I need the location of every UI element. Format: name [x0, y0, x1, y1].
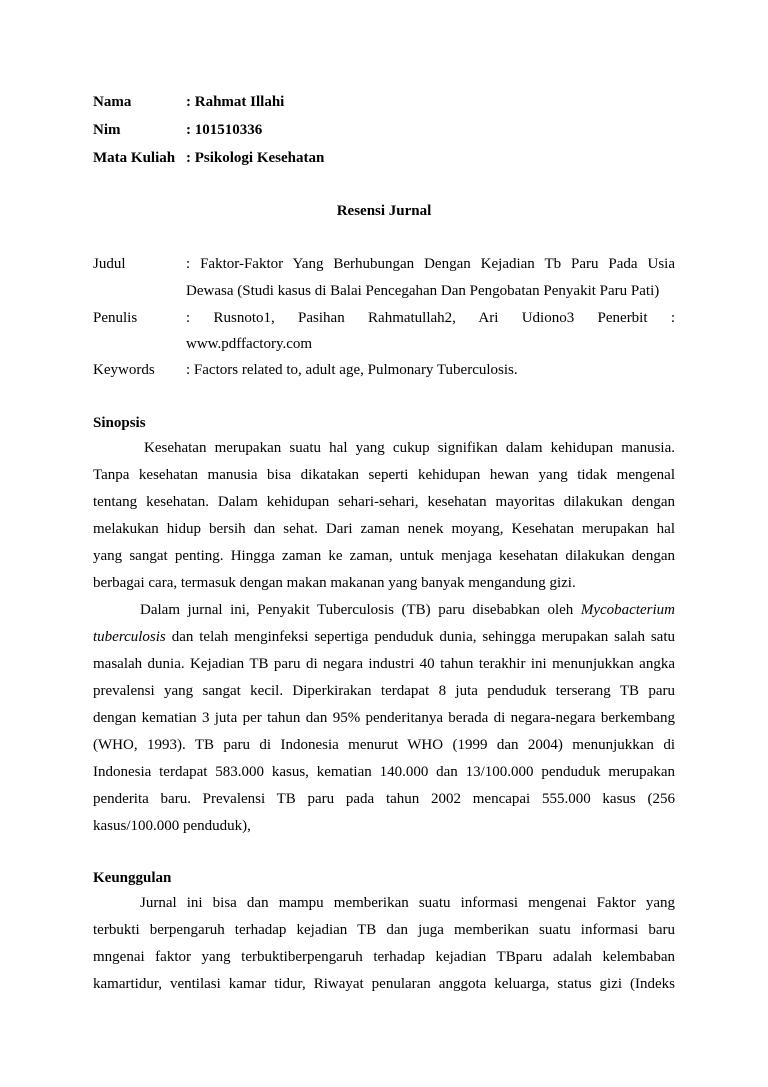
nama-value: : Rahmat Illahi: [186, 94, 285, 110]
sinopsis-p2-line: prevalensi yang sangat kecil. Diperkirakan terdapat 8 juta penduduk terserang TB paru: [93, 683, 675, 699]
penulis-line-1: : Rusnoto1, Pasihan Rahmatullah2, Ari Udiono3 Penerbit :: [186, 310, 675, 326]
tuberculosis-term: tuberculosis: [93, 629, 166, 645]
keunggulan-line: mngenai faktor yang terbuktiberpengaruh terhadap kejadian TBparu adalah kelembaban: [93, 949, 675, 965]
sinopsis-p2-line: penderita baru. Prevalensi TB paru pada tahun 2002 mencapai 555.000 kasus (256: [93, 791, 675, 807]
keywords-value: : Factors related to, adult age, Pulmonary Tuberculosis.: [186, 362, 518, 378]
keunggulan-line: terbukti berpengaruh terhadap kejadian TB dan juga memberikan suatu informasi baru: [93, 922, 675, 938]
sinopsis-p2-line-2: [93, 629, 675, 646]
sinopsis-p2-line: masalah dunia. Kejadian TB paru di negara industri 40 tahun terakhir ini menunjukkan angka: [93, 656, 675, 672]
judul-line-1: : Faktor-Faktor Yang Berhubungan Dengan Kejadian Tb Paru Pada Usia: [186, 256, 675, 272]
nim-label: Nim: [93, 122, 121, 138]
keywords-label: Keywords: [93, 362, 155, 378]
sinopsis-p1-line: Kesehatan merupakan suatu hal yang cukup signifikan dalam kehidupan manusia.: [144, 440, 675, 456]
sinopsis-p2-line: kasus/100.000 penduduk),: [93, 818, 251, 834]
nim-value: : 101510336: [186, 122, 263, 138]
keunggulan-line: kamartidur, ventilasi kamar tidur, Riwayat penularan anggota keluarga, status gizi (Indeks: [93, 976, 675, 992]
sinopsis-p2-line-1: [140, 602, 675, 619]
mata-kuliah-value: : Psikologi Kesehatan: [186, 150, 325, 166]
sinopsis-p1-line: berbagai cara, termasuk dengan makan makanan yang banyak mengandung gizi.: [93, 575, 576, 591]
keunggulan-heading: Keunggulan: [93, 870, 172, 886]
page-title: Resensi Jurnal: [336, 203, 432, 219]
sinopsis-p1-line: melakukan hidup bersih dan sehat. Dari zaman nenek moyang, Kesehatan merupakan hal: [93, 521, 675, 537]
sinopsis-p1-line: tentang kesehatan. Dalam kehidupan sehari-sehari, kesehatan mayoritas dilakukan dengan: [93, 494, 675, 510]
mycobacterium-term: Mycobacterium: [580, 602, 675, 618]
keunggulan-line: Jurnal ini bisa dan mampu memberikan suatu informasi mengenai Faktor yang: [140, 895, 675, 911]
sinopsis-p2-text: Dalam jurnal ini, Penyakit Tuberculosis (TB) paru disebabkan oleh: [140, 602, 574, 618]
penulis-label: Penulis: [93, 310, 138, 326]
sinopsis-heading: Sinopsis: [93, 415, 146, 431]
nama-label: Nama: [93, 94, 132, 110]
sinopsis-p2-line: dengan kematian 3 juta per tahun dan 95% penderitanya berada di negara-negara berkembang: [93, 710, 675, 726]
judul-label: Judul: [93, 256, 126, 272]
penulis-line-2: www.pdffactory.com: [186, 336, 313, 352]
judul-line-2: Dewasa (Studi kasus di Balai Pencegahan Dan Pengobatan Penyakit Paru Pati): [186, 283, 660, 299]
sinopsis-p2-line: (WHO, 1993). TB paru di Indonesia menurut WHO (1999 dan 2004) menunjukkan di: [93, 737, 675, 753]
sinopsis-p1-line: yang sangat penting. Hingga zaman ke zaman, untuk menjaga kesehatan dilakukan dengan: [93, 548, 675, 564]
sinopsis-p2-text: dan telah menginfeksi sepertiga penduduk dunia, sehingga merupakan salah satu: [171, 629, 676, 645]
sinopsis-p2-line: Indonesia terdapat 583.000 kasus, kematian 140.000 dan 13/100.000 penduduk merupakan: [93, 764, 675, 780]
sinopsis-p1-line: Tanpa kesehatan manusia bisa dikatakan seperti kehidupan hewan yang tidak mengenal: [93, 467, 675, 483]
mata-kuliah-label: Mata Kuliah: [93, 150, 176, 166]
